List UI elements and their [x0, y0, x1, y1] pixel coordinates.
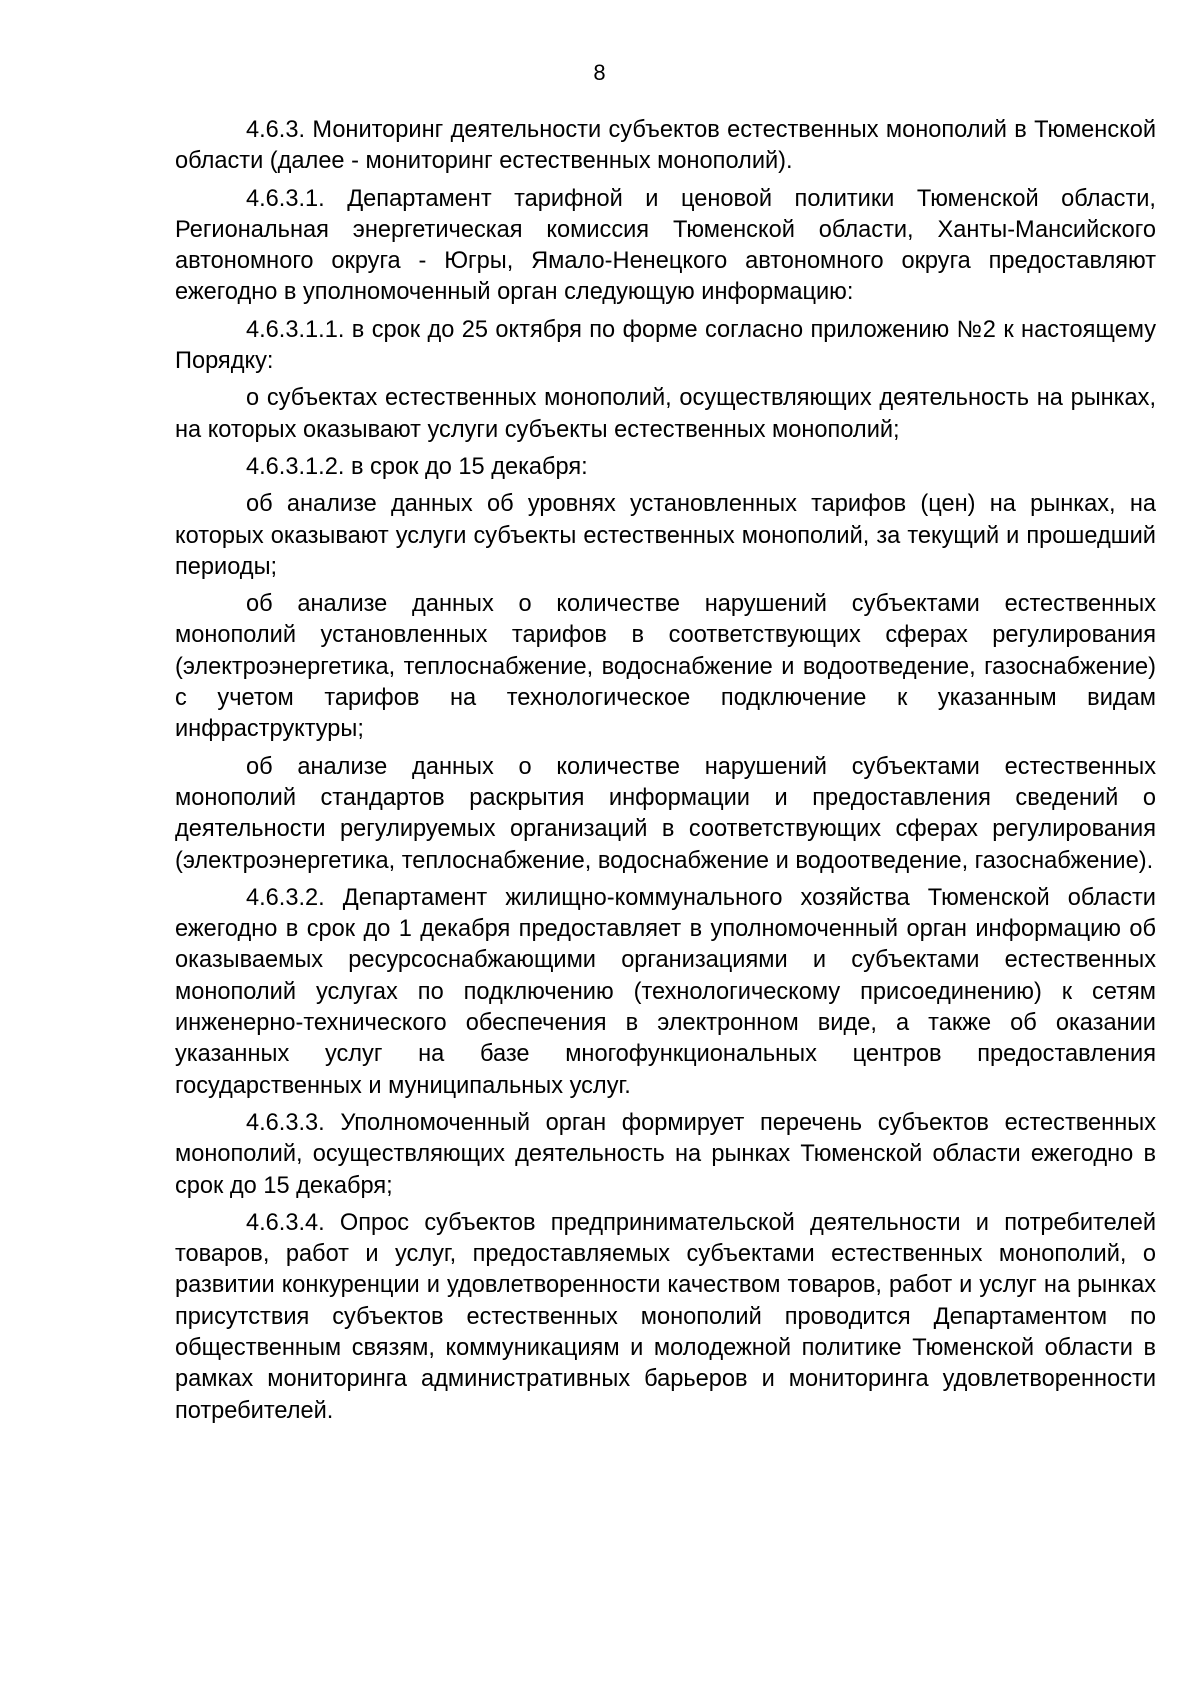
paragraph-disclosure-violations: об анализе данных о количестве нарушений субъектами естественных монополий стандартов раскрытия информации и предоставления сведений о деятельности регулируемых организаций в соответствующих сферах регулирования (электроэнергетика, теплоснабжение, водоснабжение и водоотведение, газоснабжение). — [175, 753, 1156, 874]
paragraph-natural-monopoly-subjects: о субъектах естественных монополий, осуществляющих деятельность на рынках, на которых оказывают услуги субъекты естественных монополий; — [175, 385, 1156, 443]
paragraph-4-6-3-2: 4.6.3.2. Департамент жилищно-коммунального хозяйства Тюменской области ежегодно в срок до 1 декабря предоставляет в уполномоченный орган информацию об оказываемых ресурсоснабжающими организациями и субъектами естественных монополий услугах по подключению (технологическому присоединению) к сетям инженерно-технического обеспечения в электронном виде, а также об оказании указанных услуг на базе многофункциональных центров предоставления государственных и муниципальных услуг. — [175, 884, 1156, 1099]
paragraph-4-6-3-1: 4.6.3.1. Департамент тарифной и ценовой политики Тюменской области, Региональная энергетическая комиссия Тюменской области, Ханты-Мансийского автономного округа - Югры, Ямало-Ненецкого автономного округа предоставляют ежегодно в уполномоченный орган следующую информацию: — [175, 185, 1156, 306]
paragraph-tariff-analysis: об анализе данных об уровнях установленных тарифов (цен) на рынках, на которых оказывают услуги субъекты естественных монополий, за текущий и прошедший периоды; — [175, 491, 1156, 580]
paragraph-4-6-3-4: 4.6.3.4. Опрос субъектов предпринимательской деятельности и потребителей товаров, работ и услуг, предоставляемых субъектами естественных монополий, о развитии конкуренции и удовлетворенности качеством товаров, работ и услуг на рынках присутствия субъектов естественных монополий проводится Департаментом по общественным связям, коммуникациям и молодежной политике Тюменской области в рамках мониторинга административных барьеров и мониторинга удовлетворенности потребителей. — [175, 1209, 1156, 1424]
paragraph-4-6-3-1-1: 4.6.3.1.1. в срок до 25 октября по форме согласно приложению №2 к настоящему Порядку: — [175, 316, 1156, 375]
document-body — [175, 115, 1156, 1433]
paragraph-4-6-3-1-2: 4.6.3.1.2. в срок до 15 декабря: — [246, 453, 588, 480]
paragraph-4-6-3: 4.6.3. Мониторинг деятельности субъектов естественных монополий в Тюменской области (далее - мониторинг естественных монополий). — [175, 117, 1156, 175]
page-number: 8 — [593, 60, 606, 85]
paragraph-tariff-violations: об анализе данных о количестве нарушений субъектами естественных монополий установленных тарифов в соответствующих сферах регулирования (электроэнергетика, теплоснабжение, водоснабжение и водоотведение, газоснабжение) с учетом тарифов на технологическое подключение к указанным видам инфраструктуры; — [175, 591, 1156, 743]
paragraph-4-6-3-3: 4.6.3.3. Уполномоченный орган формирует перечень субъектов естественных монополий, осуществляющих деятельность на рынках Тюменской области ежегодно в срок до 15 декабря; — [175, 1109, 1156, 1199]
